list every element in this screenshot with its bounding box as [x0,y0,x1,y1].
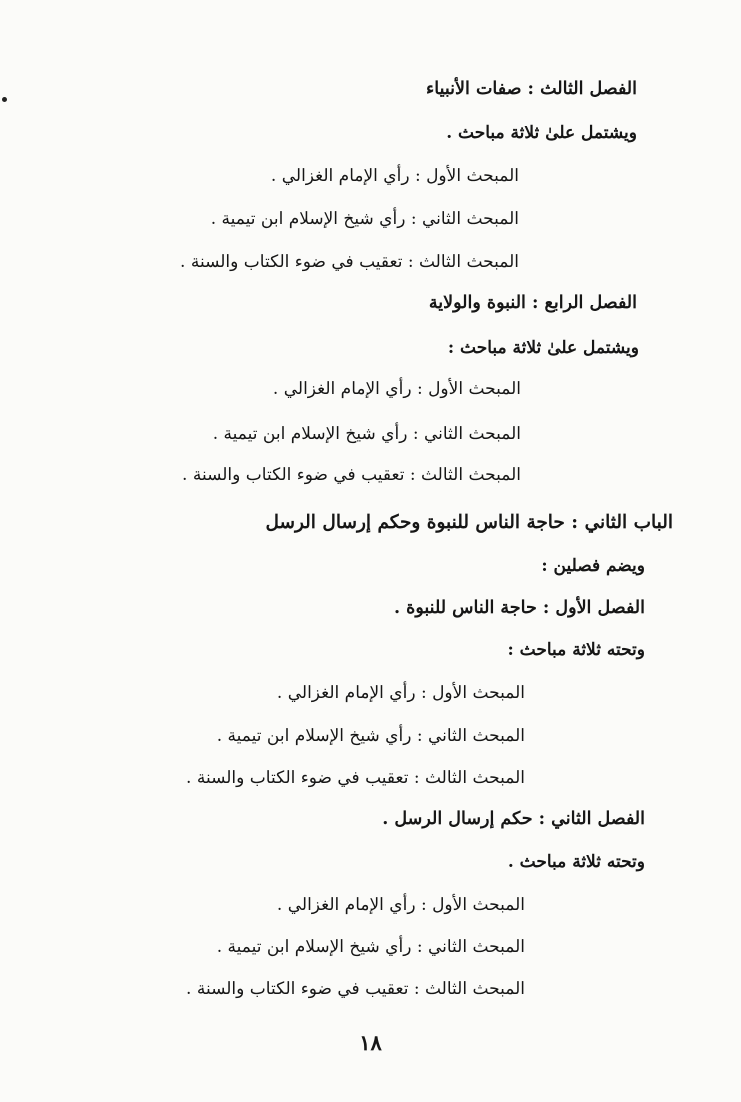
part-2-chapter-1-heading: الفصل الأول : حاجة الناس للنبوة . [393,598,645,618]
part-2-chapter-1-section-3: المبحث الثالث : تعقيب في ضوء الكتاب والسنة . [186,768,525,788]
part-2-chapter-2-section-3: المبحث الثالث : تعقيب في ضوء الكتاب والسنة . [186,979,525,999]
part-2-intro: ويضم فصلين : [541,556,645,576]
chapter-4-section-2: المبحث الثاني : رأي شيخ الإسلام ابن تيمية . [212,424,521,444]
margin-mark [2,97,7,102]
chapter-3-heading: الفصل الثالث : صفات الأنبياء [426,79,637,99]
chapter-4-section-3: المبحث الثالث : تعقيب في ضوء الكتاب والسنة . [182,465,521,485]
part-2-chapter-1-section-2: المبحث الثاني : رأي شيخ الإسلام ابن تيمية . [216,726,525,746]
part-2-chapter-2-section-2: المبحث الثاني : رأي شيخ الإسلام ابن تيمية . [216,937,525,957]
chapter-4-heading: الفصل الرابع : النبوة والولاية [428,293,637,313]
part-2-chapter-1-intro: وتحته ثلاثة مباحث : [507,640,645,660]
chapter-3-intro: ويشتمل علىٰ ثلاثة مباحث . [446,123,637,143]
chapter-3-section-3: المبحث الثالث : تعقيب في ضوء الكتاب والسنة . [180,252,519,272]
chapter-4-intro: ويشتمل علىٰ ثلاثة مباحث : [447,338,639,358]
chapter-3-section-2: المبحث الثاني : رأي شيخ الإسلام ابن تيمية . [210,209,519,229]
part-2-chapter-2-intro: وتحته ثلاثة مباحث . [507,852,645,872]
part-2-heading: الباب الثاني : حاجة الناس للنبوة وحكم إرسال الرسل [265,512,673,533]
page-number: ١٨ [359,1030,382,1055]
part-2-chapter-2-heading: الفصل الثاني : حكم إرسال الرسل . [382,809,645,829]
chapter-4-section-1: المبحث الأول : رأي الإمام الغزالي . [272,379,521,399]
chapter-3-section-1: المبحث الأول : رأي الإمام الغزالي . [270,166,519,186]
part-2-chapter-1-section-1: المبحث الأول : رأي الإمام الغزالي . [276,683,525,703]
part-2-chapter-2-section-1: المبحث الأول : رأي الإمام الغزالي . [276,895,525,915]
